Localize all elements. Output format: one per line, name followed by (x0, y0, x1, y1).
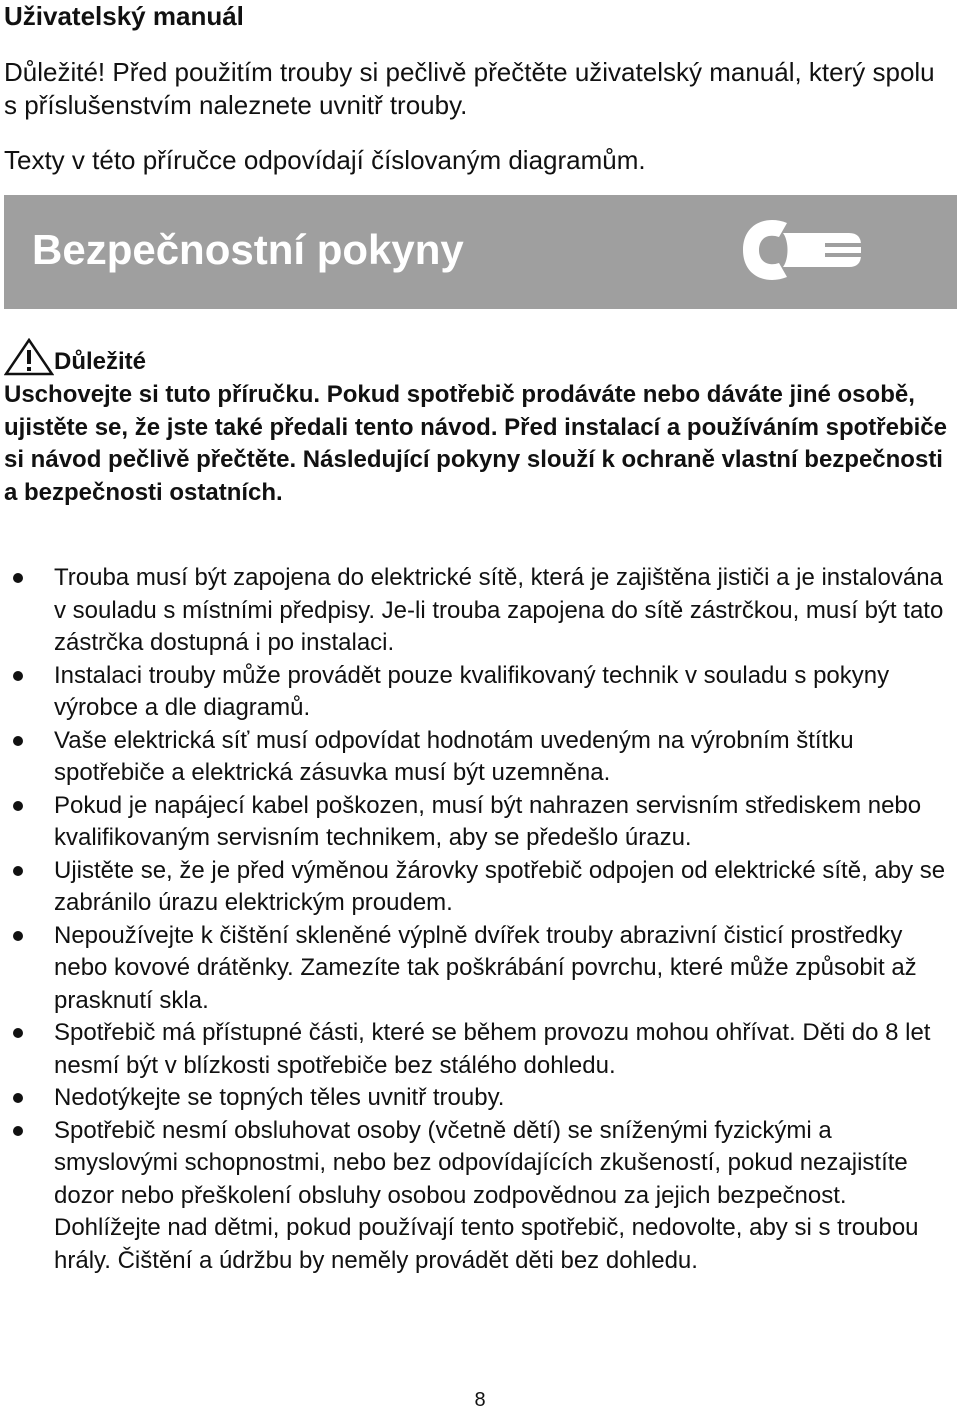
bullet-icon (13, 671, 23, 681)
safety-instructions-list (0, 562, 960, 1277)
warning-triangle-icon (4, 338, 54, 376)
list-item-text: Nepoužívejte k čištění skleněné výplně dvířek trouby abrazivní čisticí prostředky nebo kovové drátěnky. Zamezíte tak poškrábání povrchu, které může způsobit až prasknutí skla. (54, 921, 917, 1014)
important-notice (4, 338, 954, 509)
section-banner (4, 195, 957, 309)
page-number: 8 (474, 1389, 486, 1411)
bullet-icon (13, 573, 23, 583)
bullet-icon (13, 1028, 23, 1038)
list-item-text: Spotřebič má přístupné části, které se během provozu mohou ohřívat. Děti do 8 let nesmí být v blízkosti spotřebiče bez stálého dohledu. (54, 1019, 931, 1079)
diagrams-note: Texty v této příručce odpovídají číslovaným diagramům. (4, 145, 646, 175)
important-label: Důležité (54, 348, 147, 375)
important-text: Uschovejte si tuto příručku. Pokud spotřebič prodáváte nebo dáváte jiné osobě, ujistěte se, že jste také předali tento návod. Před instalací a používáním spotřebiče si návod pečlivě přečtěte. Následující pokyny slouží k ochraně vlastní bezpečnosti a bezpečnosti ostatních. (4, 381, 947, 506)
bullet-icon (13, 1093, 23, 1103)
list-item-text: Nedotýkejte se topných těles uvnitř trouby. (54, 1084, 505, 1111)
section-title: Bezpečnostní pokyny (32, 226, 464, 273)
list-item (0, 660, 960, 725)
list-item-text: Spotřebič nesmí obsluhovat osoby (včetně dětí) se sníženými fyzickými a smyslovými schopnostmi, nebo bez odpovídajících zkušeností, pokud nezajistíte dozor nebo přeškolení obsluhy osobou zodpovědnou za jejich bezpečnost. Dohlížejte nad dětmi, pokud používají tento spotřebič, nedovolte, aby si s troubou hrály. Čištění a údržbu by neměly provádět děti bez dohledu. (54, 1116, 919, 1274)
list-item (0, 1017, 960, 1082)
list-item-text: Trouba musí být zapojena do elektrické sítě, která je zajištěna jističi a je instalována v souladu s místními předpisy. Je-li trouba zapojena do sítě zástrčkou, musí být tato zástrčka dostupná i po instalaci. (54, 564, 944, 656)
bullet-icon (13, 801, 23, 811)
intro-paragraph: Důležité! Před použitím trouby si pečlivě přečtěte uživatelský manuál, který spolu s příslušenstvím naleznete uvnitř trouby. (4, 57, 935, 120)
list-item-text: Ujistěte se, že je před výměnou žárovky spotřebič odpojen od elektrické sítě, aby se zabránilo úrazu elektrickým proudem. (54, 856, 946, 916)
list-item (0, 1082, 960, 1115)
bullet-icon (13, 736, 23, 746)
important-header (4, 338, 954, 376)
list-item (0, 790, 960, 855)
list-item-text: Vaše elektrická síť musí odpovídat hodnotám uvedeným na výrobním štítku spotřebiče a elektrická zásuvka musí být uzemněna. (54, 726, 854, 786)
list-item (0, 855, 960, 920)
list-item (0, 1115, 960, 1278)
list-item (0, 920, 960, 1018)
list-item (0, 725, 960, 790)
bullet-icon (13, 866, 23, 876)
list-item-text: Pokud je napájecí kabel poškozen, musí být nahrazen servisním střediskem nebo kvalifikovaným servisním technikem, aby se předešlo úrazu. (54, 791, 922, 851)
manual-title: Uživatelský manuál (4, 1, 244, 31)
wrench-icon (739, 215, 864, 285)
bullet-icon (13, 931, 23, 941)
list-item-text: Instalaci trouby může provádět pouze kvalifikovaný technik v souladu s pokyny výrobce a dle diagramů. (54, 661, 890, 721)
bullet-icon (13, 1126, 23, 1136)
list-item (0, 562, 960, 660)
